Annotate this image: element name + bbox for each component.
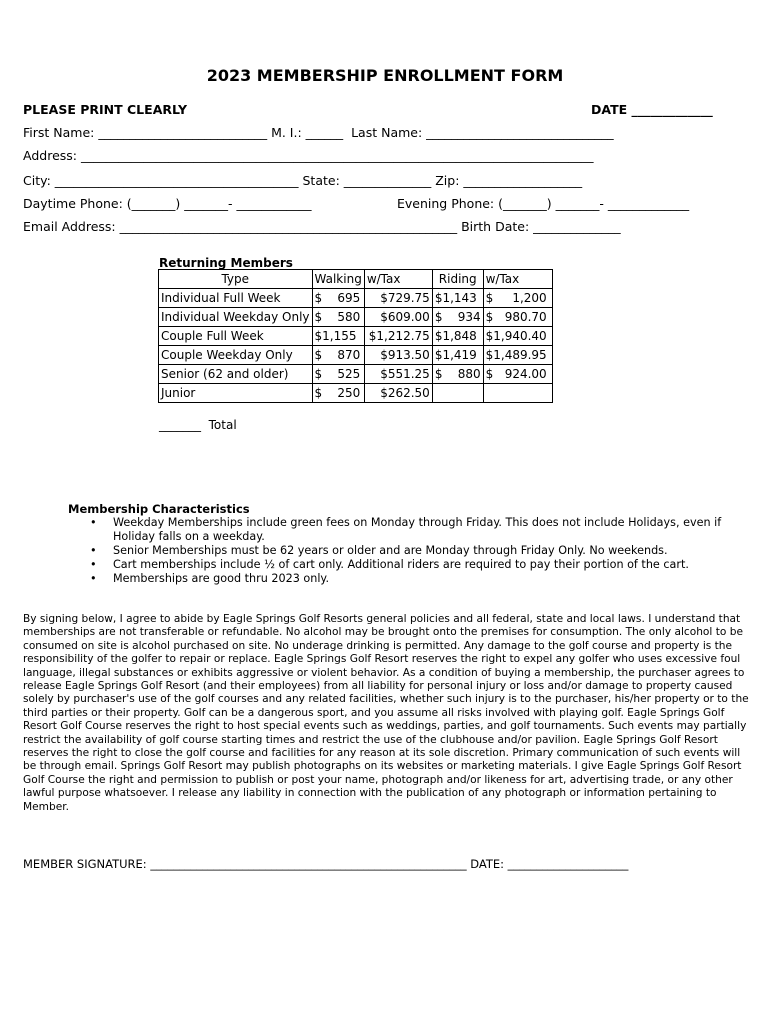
header-riding-tax: w/Tax [483, 270, 552, 289]
row-walking-tax: $1,212.75 [364, 327, 432, 346]
row-riding-tax: $ 924.00 [483, 365, 552, 384]
print-clearly-label: PLEASE PRINT CLEARLY [23, 102, 188, 117]
row-riding-tax: $ 1,200 [483, 289, 552, 308]
row-riding: $1,848 [432, 327, 483, 346]
daytime-phone-field[interactable]: Daytime Phone: (_______) _______- ____________ [23, 196, 312, 211]
member-signature-field[interactable]: MEMBER SIGNATURE: _______________________________________________________ DATE: _____________________ [23, 857, 629, 871]
header-type: Type [159, 270, 313, 289]
characteristics-list [90, 516, 750, 586]
row-riding: $ 880 [432, 365, 483, 384]
row-riding-tax: $1,940.40 [483, 327, 552, 346]
row-walking: $ 695 [312, 289, 364, 308]
table-row [159, 384, 553, 403]
city-state-zip-fields[interactable]: City: _______________________________________ State: ______________ Zip: ___________________ [23, 173, 583, 188]
row-riding: $1,419 [432, 346, 483, 365]
bullet-icon: • [90, 544, 97, 557]
row-riding-tax: $ 980.70 [483, 308, 552, 327]
list-item: • Memberships are good thru 2023 only. [90, 572, 330, 585]
row-type: Couple Weekday Only [159, 346, 313, 365]
header-riding: Riding [432, 270, 483, 289]
table-header-row [159, 270, 553, 289]
header-walking-tax: w/Tax [364, 270, 432, 289]
row-walking-tax: $913.50 [364, 346, 432, 365]
table-row [159, 346, 553, 365]
list-item: • Weekday Memberships include green fees on Monday through Friday. This does not include Holidays, even if Holiday falls on a weekday. [90, 516, 722, 543]
date-field[interactable]: DATE _____________ [591, 102, 713, 117]
list-item: • Senior Memberships must be 62 years or older and are Monday through Friday Only. No weekends. [90, 544, 668, 557]
list-item: • Cart memberships include ½ of cart only. Additional riders are required to pay their portion of the cart. [90, 558, 689, 571]
table-row [159, 365, 553, 384]
name-fields[interactable]: First Name: ___________________________ M. I.: ______ Last Name: ______________________________ [23, 125, 614, 140]
table-row [159, 289, 553, 308]
agreement-text: By signing below, I agree to abide by Eagle Springs Golf Resorts general policies and all federal, state and local laws. I understand that memberships are not transferable or refundable. No alcohol may be brought onto the premises for consumption. The only alcohol to be consumed on site is alcohol purchased on site. No underage drinking is permitted. Any damage to the golf course and property is the responsibility of the golfer to repair or replace. Eagle Springs Golf Resort reserves the right to expel any golfer who uses excessive foul language, illegal substances or exhibits aggressive or violent behavior. As a condition of buying a membership, the purchaser agrees to release Eagle Springs Golf Resort (and their employees) from all liability for personal injury or loss and/or damage to property caused solely by purchaser's use of the golf courses and any related facilities, whether such injury is to the purchaser, his/her property or to the third parties or their property. Golf can be a dangerous sport, and you assume all risks involved with playing golf. Eagle Springs Golf Resort Golf Course reserves the right to host special events such as weddings, parties, and golf tournaments. Such events may partially restrict the availability of golf course starting times and restrict the use of the clubhouse and/or pavilion. Eagle Springs Golf Resort reserves the right to close the golf course and facilities for any reason at its sole discretion. Primary communication of such events will be through email. Springs Golf Resort may publish photographs on its websites or marketing materials. I give Eagle Springs Golf Resort Golf Course the right and permission to publish or post your name, photograph and/or likeness for art, advertising trade, or any other lawful purpose whatsoever. I release any liability in connection with the publication of any photograph or information pertaining to Member. [23, 613, 749, 813]
row-type: Couple Full Week [159, 327, 313, 346]
form-title: 2023 MEMBERSHIP ENROLLMENT FORM [206, 66, 564, 85]
table-row [159, 327, 553, 346]
total-field[interactable]: _______ Total [159, 418, 237, 432]
row-walking-tax: $551.25 [364, 365, 432, 384]
row-type: Senior (62 and older) [159, 365, 313, 384]
bullet-icon: • [90, 572, 97, 585]
rates-table [158, 269, 553, 403]
row-riding [432, 384, 483, 403]
row-type: Junior [159, 384, 313, 403]
row-walking: $ 525 [312, 365, 364, 384]
evening-phone-field[interactable]: Evening Phone: (_______) _______- _____________ [397, 196, 690, 211]
row-walking: $1,155 [312, 327, 364, 346]
address-field[interactable]: Address: __________________________________________________________________________________ [23, 148, 594, 163]
returning-members-heading: Returning Members [159, 256, 293, 270]
bullet-icon: • [90, 516, 97, 529]
row-riding-tax: $1,489.95 [483, 346, 552, 365]
row-walking-tax: $262.50 [364, 384, 432, 403]
row-walking-tax: $729.75 [364, 289, 432, 308]
row-riding: $ 934 [432, 308, 483, 327]
table-row [159, 308, 553, 327]
row-walking: $ 580 [312, 308, 364, 327]
row-riding: $1,143 [432, 289, 483, 308]
bullet-icon: • [90, 558, 97, 571]
row-walking: $ 870 [312, 346, 364, 365]
header-walking: Walking [312, 270, 364, 289]
row-riding-tax [483, 384, 552, 403]
row-walking-tax: $609.00 [364, 308, 432, 327]
row-type: Individual Weekday Only [159, 308, 313, 327]
row-walking: $ 250 [312, 384, 364, 403]
email-birthdate-fields[interactable]: Email Address: ______________________________________________________ Birth Date: ______________ [23, 219, 621, 234]
row-type: Individual Full Week [159, 289, 313, 308]
characteristics-heading: Membership Characteristics [68, 502, 250, 516]
